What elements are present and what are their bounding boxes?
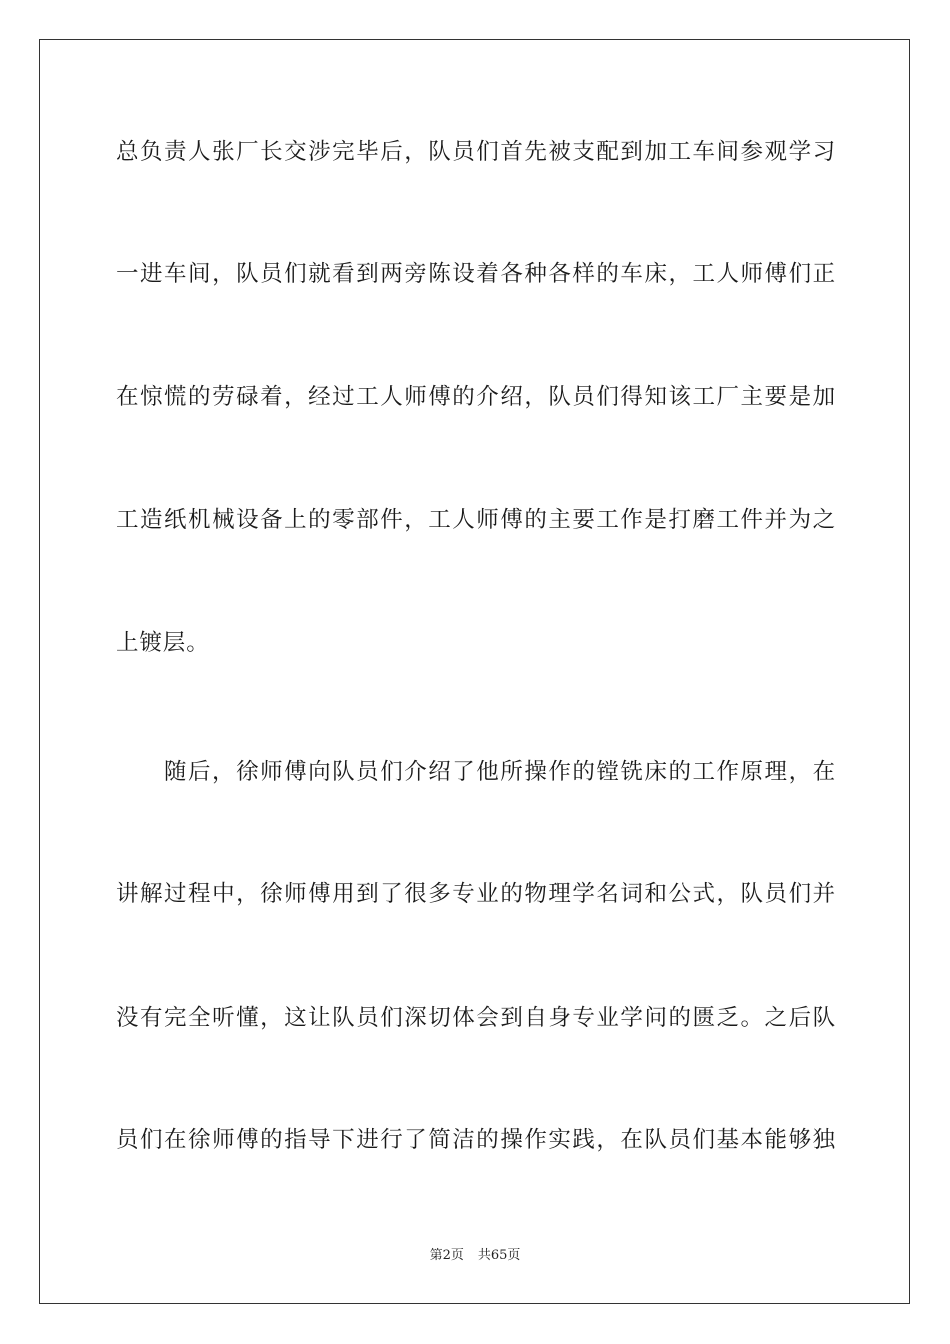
text-line-9: 员们在徐师傅的指导下进行了简洁的操作实践，在队员们基本能够独 — [116, 1127, 836, 1153]
page-footer — [0, 1247, 950, 1265]
total-pages: 共65页 — [477, 1248, 521, 1263]
text-line-3: 在惊慌的劳碌着，经过工人师傅的介绍，队员们得知该工厂主要是加 — [116, 384, 836, 410]
text-line-5: 上镀层。 — [116, 630, 210, 656]
page-number: 第2页 — [429, 1248, 464, 1263]
text-line-4: 工造纸机械设备上的零部件，工人师傅的主要工作是打磨工件并为之 — [116, 507, 836, 533]
text-line-2: 一进车间，队员们就看到两旁陈设着各种各样的车床，工人师傅们正 — [116, 261, 836, 287]
text-line-7: 讲解过程中，徐师傅用到了很多专业的物理学名词和公式，队员们并 — [116, 881, 836, 907]
page-border — [39, 39, 910, 1304]
text-line-1: 总负责人张厂长交涉完毕后，队员们首先被支配到加工车间参观学习 — [116, 139, 836, 165]
text-line-8: 没有完全听懂，这让队员们深切体会到自身专业学问的匮乏。之后队 — [116, 1005, 836, 1031]
text-line-6: 随后，徐师傅向队员们介绍了他所操作的镗铣床的工作原理，在 — [164, 759, 836, 785]
